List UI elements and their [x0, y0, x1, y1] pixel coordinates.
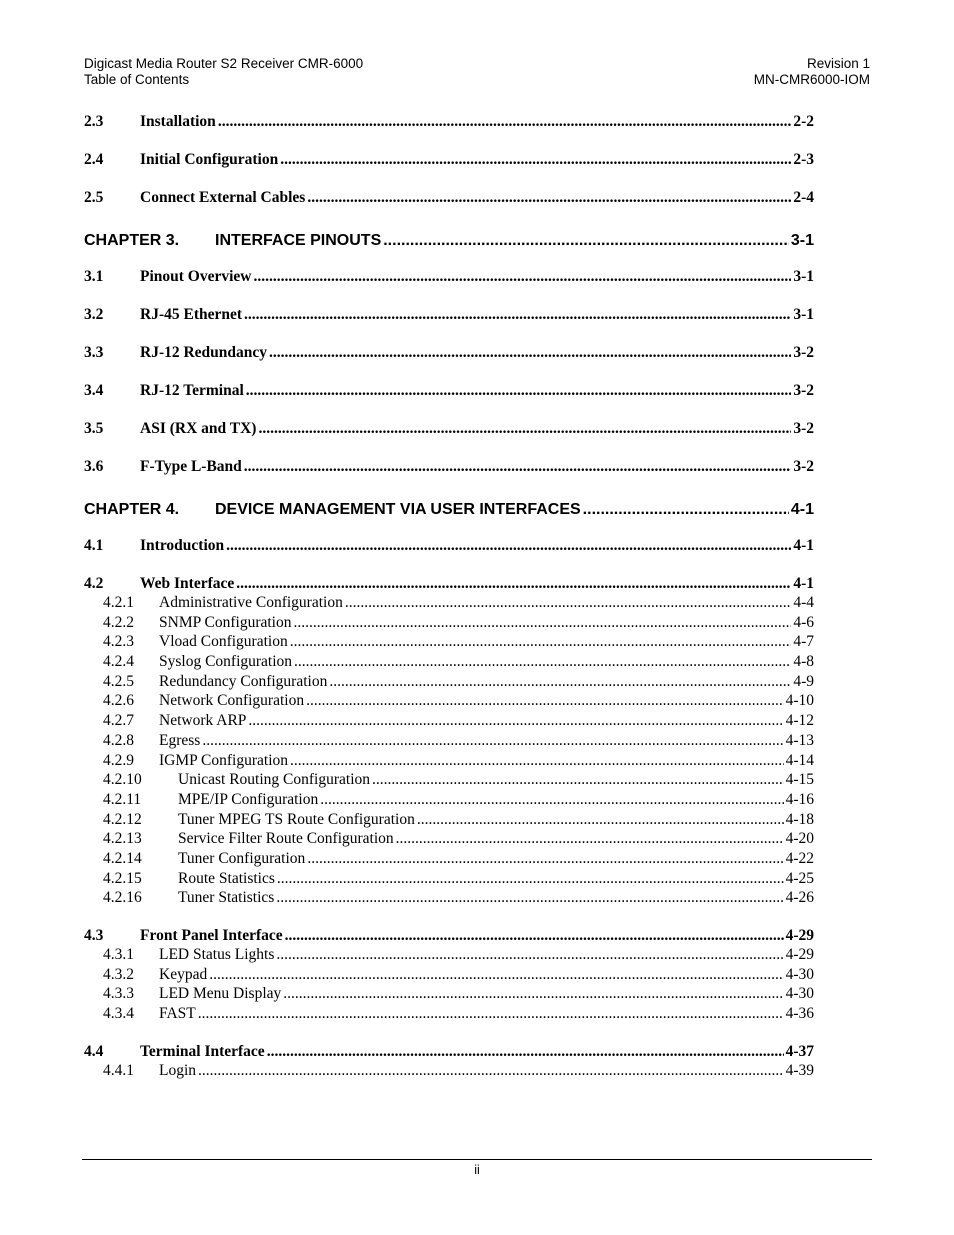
- toc-number: 3.2: [84, 306, 104, 323]
- page-number: ii: [474, 1163, 480, 1177]
- toc-section-entry[interactable]: [84, 267, 814, 286]
- toc-title: Installation: [140, 113, 216, 130]
- toc-subsection-entry[interactable]: [84, 984, 814, 1004]
- toc-subsection-entry[interactable]: [84, 751, 814, 771]
- toc-leader-dots: [258, 419, 791, 438]
- toc-section-entry[interactable]: [84, 112, 814, 131]
- toc-chapter-entry[interactable]: [84, 230, 814, 252]
- toc-page-number: 4-30: [785, 965, 814, 983]
- toc-number: 4.2.6: [103, 692, 134, 710]
- toc-section-entry[interactable]: [84, 150, 814, 169]
- toc-title: Tuner MPEG TS Route Configuration: [178, 810, 415, 828]
- toc-title: SNMP Configuration: [159, 613, 292, 631]
- toc-page-number: 4-14: [785, 751, 814, 769]
- toc-title: Syslog Configuration: [159, 653, 293, 671]
- toc-leader-dots: [276, 888, 783, 908]
- toc-leader-dots: [254, 267, 792, 286]
- toc-leader-dots: [294, 652, 791, 672]
- toc-number: 4.3: [84, 927, 104, 944]
- toc-section-entry[interactable]: [84, 457, 814, 476]
- toc-page-number: 4-7: [793, 633, 814, 651]
- toc-subsection-entry[interactable]: [84, 593, 814, 613]
- toc-leader-dots: [383, 230, 789, 252]
- toc-subsection-entry[interactable]: [84, 672, 814, 692]
- toc-leader-dots: [248, 711, 783, 731]
- document-title: Digicast Media Router S2 Receiver CMR-6000: [84, 56, 364, 71]
- toc-subsection-entry[interactable]: [84, 1061, 814, 1081]
- toc-chapter-entry[interactable]: [84, 499, 814, 521]
- toc-page-number: 3-2: [793, 458, 814, 475]
- toc-number: 4.2.4: [103, 653, 134, 671]
- toc-leader-dots: [218, 112, 792, 131]
- toc-page-number: 4-8: [793, 653, 814, 671]
- toc-number: 4.2.15: [103, 869, 142, 887]
- toc-title: RJ-45 Ethernet: [140, 306, 243, 323]
- toc-title: Front Panel Interface: [140, 927, 283, 944]
- toc-number: 3.4: [84, 382, 104, 399]
- toc-number: 4.2.13: [103, 830, 142, 848]
- toc-number: 4.3.4: [103, 1005, 134, 1023]
- toc-number: 4.3.1: [103, 946, 134, 963]
- toc-subsection-entry[interactable]: [84, 790, 814, 810]
- toc-section-entry[interactable]: [84, 381, 814, 400]
- toc-leader-dots: [290, 632, 792, 652]
- toc-title: Initial Configuration: [140, 151, 279, 168]
- toc-leader-dots: [209, 965, 783, 985]
- toc-title: RJ-12 Redundancy: [140, 344, 268, 361]
- toc-page-number: 4-39: [785, 1061, 814, 1079]
- toc-title: LED Status Lights: [159, 946, 275, 963]
- toc-number: 3.5: [84, 420, 104, 437]
- toc-leader-dots: [290, 751, 784, 771]
- toc-subsection-entry[interactable]: [84, 770, 814, 790]
- toc-title: Unicast Routing Configuration: [178, 771, 371, 789]
- toc-page-number: 4-6: [793, 613, 814, 631]
- toc-page-number: 4-29: [785, 946, 814, 963]
- toc-title: Vload Configuration: [159, 633, 288, 651]
- toc-leader-dots: [306, 691, 784, 711]
- page-header-right: [754, 56, 870, 88]
- toc-page-number: 3-1: [790, 232, 814, 249]
- toc-leader-dots: [280, 150, 791, 169]
- toc-number: 3.6: [84, 458, 104, 475]
- toc-title: Introduction: [140, 537, 225, 554]
- toc-title: INTERFACE PINOUTS: [215, 232, 382, 249]
- toc-leader-dots: [372, 770, 784, 790]
- toc-leader-dots: [396, 829, 784, 849]
- toc-number: 4.1: [84, 537, 104, 554]
- toc-leader-dots: [226, 536, 791, 555]
- toc-page-number: 3-1: [793, 268, 814, 285]
- toc-page-number: 4-15: [785, 771, 814, 789]
- toc-page-number: 4-25: [785, 869, 814, 887]
- toc-page-number: 4-10: [785, 692, 814, 710]
- toc-leader-dots: [276, 945, 783, 965]
- toc-leader-dots: [329, 672, 791, 692]
- toc-title: Web Interface: [140, 575, 235, 592]
- toc-page-number: 4-16: [785, 790, 814, 808]
- toc-page-number: 3-1: [793, 306, 814, 323]
- toc-title: ASI (RX and TX): [140, 420, 257, 437]
- toc-leader-dots: [307, 188, 791, 207]
- toc-subsection-entry[interactable]: [84, 711, 814, 731]
- toc-section-entry[interactable]: [84, 574, 814, 593]
- toc-page-number: 2-4: [793, 189, 814, 206]
- toc-subsection-entry[interactable]: [84, 888, 814, 908]
- toc-leader-dots: [244, 457, 792, 476]
- toc-section-entry[interactable]: [84, 1042, 814, 1061]
- toc-number: CHAPTER 3.: [84, 232, 180, 249]
- toc-title: Administrative Configuration: [159, 594, 343, 611]
- toc-number: 2.4: [84, 151, 104, 168]
- toc-title: Connect External Cables: [140, 189, 306, 206]
- toc-section-entry[interactable]: [84, 343, 814, 362]
- toc-page-number: 3-2: [793, 382, 814, 399]
- toc-number: 4.2: [84, 575, 104, 592]
- toc-subsection-entry[interactable]: [84, 652, 814, 672]
- toc-number: 2.5: [84, 189, 104, 206]
- toc-number: 4.2.14: [103, 849, 142, 867]
- toc-leader-dots: [283, 984, 783, 1004]
- toc-page-number: 4-37: [785, 1042, 814, 1060]
- toc-page-number: 4-1: [790, 501, 814, 518]
- toc-subsection-entry[interactable]: [84, 945, 814, 965]
- toc-section-entry[interactable]: [84, 536, 814, 555]
- toc-subsection-entry[interactable]: [84, 691, 814, 711]
- document-number: MN-CMR6000-IOM: [753, 72, 870, 87]
- toc-number: 4.2.3: [103, 633, 134, 651]
- toc-leader-dots: [236, 574, 791, 593]
- toc-section-entry[interactable]: [84, 305, 814, 324]
- toc-number: 3.3: [84, 344, 104, 361]
- toc-title: Terminal Interface: [140, 1042, 265, 1060]
- toc-number: 4.3.2: [103, 965, 134, 983]
- toc-subsection-entry[interactable]: [84, 1004, 814, 1024]
- toc-number: 4.2.11: [103, 790, 142, 808]
- toc-leader-dots: [267, 1042, 784, 1061]
- toc-title: Network Configuration: [159, 692, 305, 710]
- toc-number: 4.2.16: [103, 889, 142, 907]
- toc-page-number: 4-1: [793, 537, 814, 554]
- section-name: Table of Contents: [84, 72, 190, 87]
- toc-title: LED Menu Display: [159, 985, 282, 1003]
- toc-number: 4.4.1: [103, 1061, 134, 1079]
- toc-leader-dots: [202, 731, 783, 751]
- toc-title: Tuner Configuration: [178, 849, 306, 867]
- toc-page-number: 4-20: [785, 830, 814, 848]
- toc-subsection-entry[interactable]: [84, 829, 814, 849]
- toc-page-number: 4-1: [793, 575, 814, 592]
- toc-subsection-entry[interactable]: [84, 613, 814, 633]
- toc-title: F-Type L-Band: [140, 458, 242, 475]
- toc-title: Redundancy Configuration: [159, 672, 328, 690]
- toc-subsection-entry[interactable]: [84, 869, 814, 889]
- toc-number: 3.1: [84, 268, 104, 285]
- toc-title: Pinout Overview: [140, 268, 252, 285]
- toc-leader-dots: [417, 810, 784, 830]
- toc-number: 4.4: [84, 1042, 104, 1060]
- toc-page-number: 4-9: [793, 672, 814, 690]
- toc-leader-dots: [293, 613, 791, 633]
- toc-page-number: 2-2: [793, 113, 814, 130]
- toc-number: 4.2.1: [103, 594, 134, 611]
- toc-leader-dots: [307, 849, 783, 869]
- toc-title: Service Filter Route Configuration: [178, 830, 394, 848]
- toc-subsection-entry[interactable]: [84, 810, 814, 830]
- toc-section-entry[interactable]: [84, 188, 814, 207]
- toc-title: IGMP Configuration: [159, 751, 289, 769]
- footer-divider: [82, 1159, 872, 1160]
- toc-number: 4.2.7: [103, 712, 134, 730]
- toc-title: Keypad: [159, 965, 208, 983]
- toc-page-number: 4-18: [785, 810, 814, 828]
- toc-page-number: 4-30: [785, 985, 814, 1003]
- toc-page-number: 3-2: [793, 344, 814, 361]
- toc-section-entry[interactable]: [84, 419, 814, 438]
- toc-title: Login: [159, 1061, 197, 1079]
- toc-number: 4.2.9: [103, 751, 134, 769]
- toc-leader-dots: [285, 926, 784, 945]
- toc-number: 4.3.3: [103, 985, 134, 1003]
- table-of-contents: [84, 112, 814, 1080]
- toc-page-number: 3-2: [793, 420, 814, 437]
- toc-page-number: 4-29: [785, 927, 814, 944]
- revision-label: Revision 1: [806, 56, 870, 71]
- toc-leader-dots: [198, 1004, 784, 1024]
- toc-subsection-entry[interactable]: [84, 965, 814, 985]
- toc-page-number: 2-3: [793, 151, 814, 168]
- toc-title: Route Statistics: [178, 869, 275, 887]
- toc-subsection-entry[interactable]: [84, 731, 814, 751]
- toc-subsection-entry[interactable]: [84, 632, 814, 652]
- toc-page-number: 4-13: [785, 731, 814, 749]
- toc-title: DEVICE MANAGEMENT VIA USER INTERFACES: [215, 501, 581, 518]
- toc-number: 4.2.5: [103, 672, 134, 690]
- toc-page-number: 4-12: [785, 712, 814, 730]
- toc-leader-dots: [244, 305, 791, 324]
- toc-leader-dots: [320, 790, 783, 810]
- toc-number: 4.2.12: [103, 810, 142, 828]
- toc-title: Tuner Statistics: [178, 889, 275, 907]
- toc-number: 4.2.2: [103, 613, 134, 631]
- toc-title: MPE/IP Configuration: [178, 790, 319, 808]
- toc-page-number: 4-26: [785, 889, 814, 907]
- toc-leader-dots: [277, 869, 784, 889]
- toc-page-number: 4-36: [785, 1005, 814, 1023]
- toc-section-entry[interactable]: [84, 926, 814, 945]
- toc-page-number: 4-22: [785, 849, 814, 867]
- toc-leader-dots: [269, 343, 791, 362]
- toc-title: Network ARP: [159, 712, 247, 730]
- page-header-left: [84, 56, 363, 88]
- toc-subsection-entry[interactable]: [84, 849, 814, 869]
- toc-leader-dots: [583, 499, 789, 521]
- toc-leader-dots: [345, 593, 792, 613]
- toc-number: 4.2.8: [103, 731, 134, 749]
- toc-title: FAST: [159, 1005, 196, 1023]
- toc-number: 4.2.10: [103, 771, 142, 789]
- toc-leader-dots: [246, 381, 792, 400]
- toc-page-number: 4-4: [793, 594, 814, 611]
- toc-number: 2.3: [84, 113, 104, 130]
- toc-number: CHAPTER 4.: [84, 501, 180, 518]
- toc-title: Egress: [159, 731, 201, 749]
- toc-leader-dots: [198, 1061, 784, 1081]
- toc-title: RJ-12 Terminal: [140, 382, 244, 399]
